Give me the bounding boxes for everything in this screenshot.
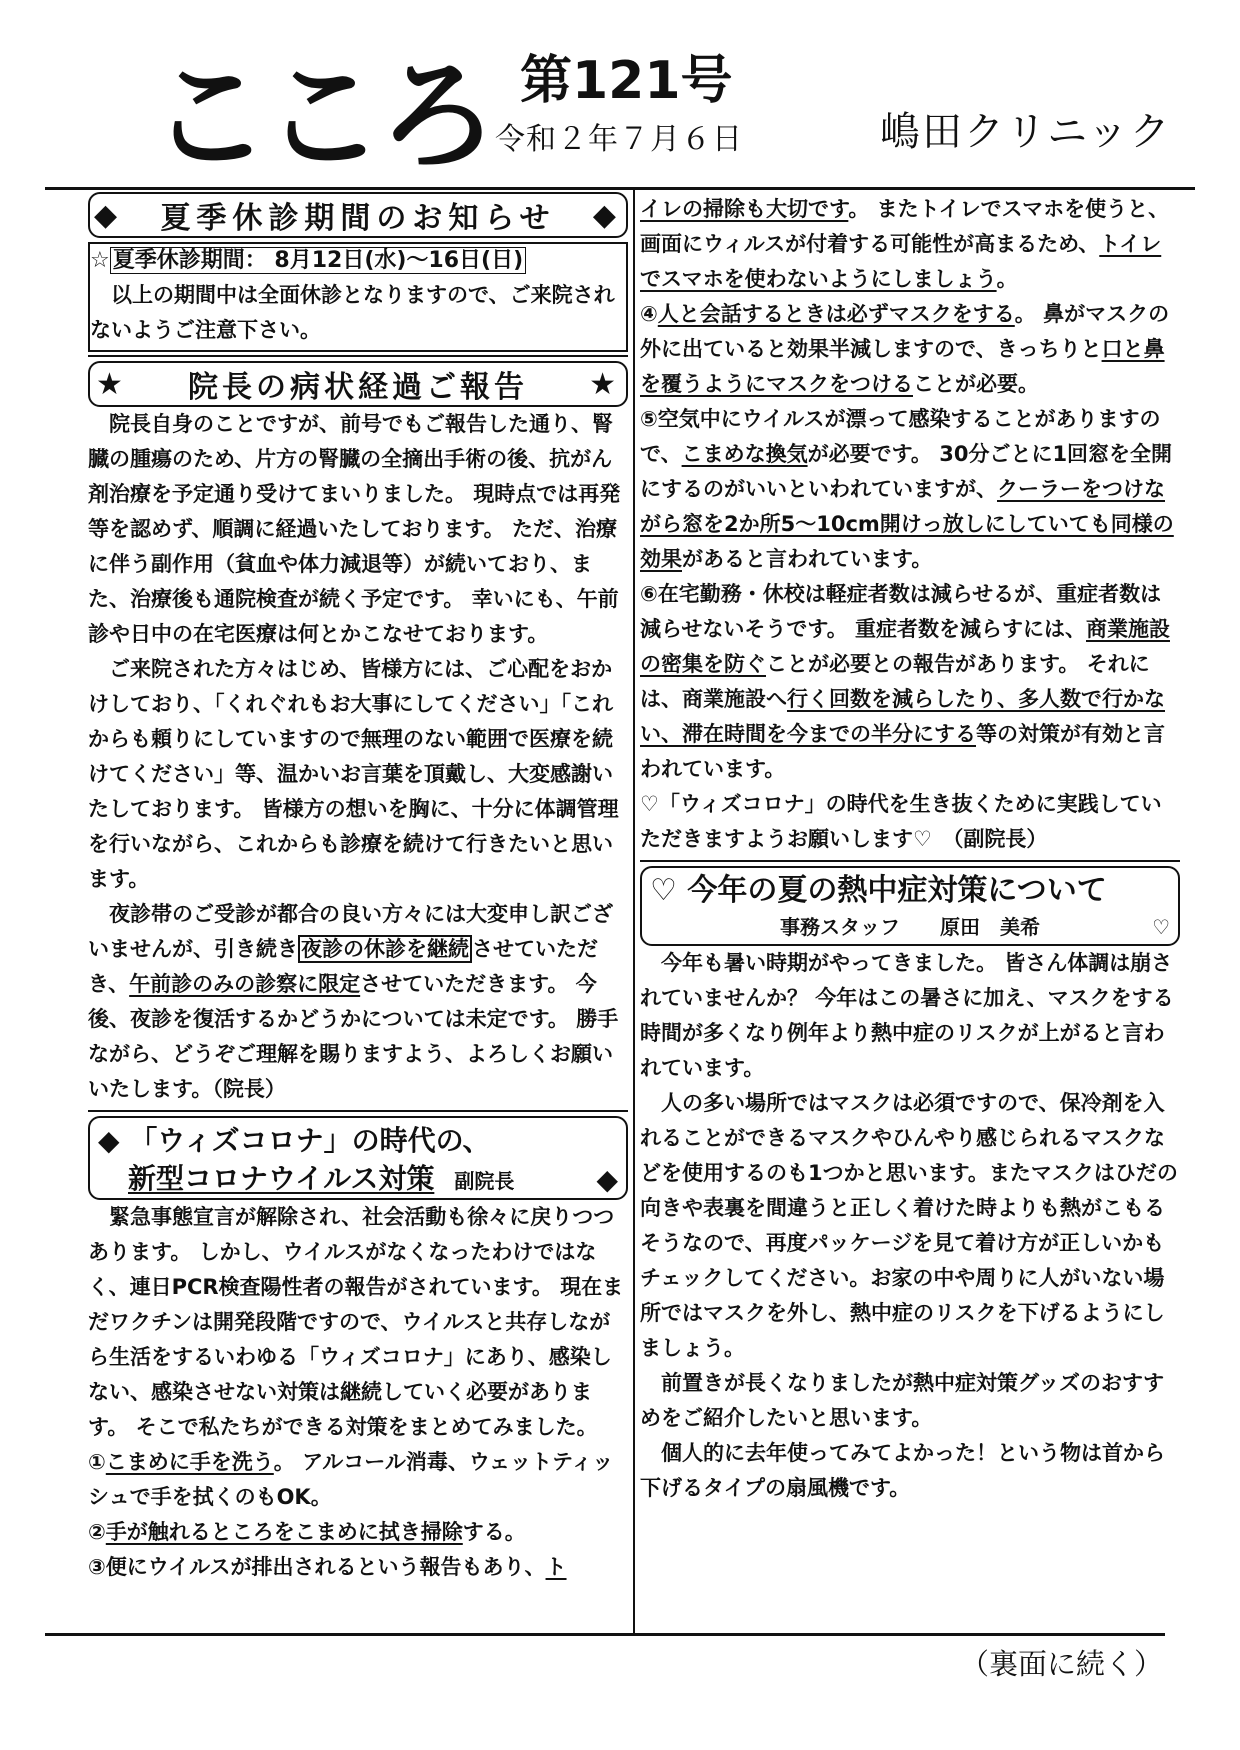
- holiday-period: [90, 244, 626, 278]
- underlined-text: 午前診のみの診察に限定: [129, 972, 361, 996]
- heatstroke-section: [640, 866, 1180, 1506]
- section-title-text: 新型コロナウイルス対策: [128, 1162, 435, 1195]
- section-title: [88, 361, 628, 407]
- section-divider: [88, 1110, 628, 1112]
- section-title-line2: [98, 1160, 618, 1200]
- section-title-line1: ◆ 「ウィズコロナ」の時代の、: [98, 1124, 491, 1157]
- newsletter-logo: こころ: [150, 48, 492, 187]
- section-title-text: 夏季休診期間のお知らせ: [160, 201, 556, 236]
- star-outline-icon: ☆: [90, 248, 110, 273]
- section-author-line: [650, 912, 1170, 942]
- continued-note: （裏面に続く）: [960, 1647, 1164, 1681]
- author-role: 事務スタッフ: [780, 915, 900, 939]
- tip-item-2: ②手が触れるところをこまめに拭き掃除する。: [88, 1520, 526, 1544]
- issue-number: 第121号: [520, 51, 733, 111]
- section-title: [88, 192, 628, 238]
- diamond-icon: ◆: [592, 197, 622, 233]
- clinic-name: 嶋田クリニック: [880, 109, 1172, 155]
- highlight-box: 夜診の休診を継続: [298, 935, 472, 963]
- holiday-period-box: [88, 242, 628, 352]
- footer-rule: [45, 1633, 1165, 1636]
- summer-holiday-notice: [88, 192, 628, 352]
- section-divider: [88, 355, 628, 357]
- star-icon: ★: [96, 366, 127, 402]
- section-title-text: ♡ 今年の夏の熱中症対策について: [650, 873, 1107, 908]
- paragraph: 個人的に去年使ってみてよかった！という物は首から下げるタイプの扇風機です。: [640, 1441, 1165, 1500]
- tip-item-4: ④人と会話するときは必ずマスクをする。 鼻がマスクの外に出ていると効果半減しますので、きっちりと口と鼻を覆うようにマスクをつけることが必要。: [640, 302, 1170, 396]
- paragraph: 前置きが長くなりましたが熱中症対策グッズのおすすめをご紹介したいと思います。: [640, 1371, 1165, 1430]
- diamond-icon: ◆: [596, 1163, 618, 1196]
- left-column: [88, 192, 628, 1585]
- section-title: [640, 866, 1180, 946]
- column-divider: [633, 190, 635, 1633]
- section-divider: [640, 860, 1180, 862]
- star-icon: ★: [589, 366, 620, 402]
- header-rule: [45, 187, 1195, 190]
- issue-date: 令和２年７月６日: [495, 122, 743, 157]
- with-corona-continued: [640, 192, 1180, 857]
- section-title: [88, 1116, 628, 1200]
- tip-item-3-continued: イレの掃除も大切です。 またトイレでスマホを使うと、画面にウィルスが付着する可能性が高まるため、トイレでスマホを使わないようにしましょう。: [640, 197, 1170, 291]
- section-author: 副院長: [454, 1169, 515, 1193]
- director-report: [88, 361, 628, 1107]
- paragraph: 今年も暑い時期がやってきました。 皆さん体調は崩されていませんか？ 今年はこの暑さに加え、マスクをする時間が多くなり例年より熱中症のリスクが上がると言われています。: [640, 951, 1174, 1080]
- tip-item-1: ①こまめに手を洗う。 アルコール消毒、ウェットティッシュで手を拭くのもOK。: [88, 1450, 614, 1509]
- heart-icon: ♡: [1152, 915, 1170, 939]
- with-corona-section: [88, 1116, 628, 1585]
- author-name: 原田 美希: [940, 915, 1040, 939]
- paragraph: ご来院された方々はじめ、皆様方には、ご心配をおかけしており、「くれぐれもお大事にしてください」「これからも頼りにしていますので無理のない範囲で医療を続けてください」等、温かいお言葉を頂戴し、大変感謝いたしております。 皆様方の想いを胸に、十分に体調管理を行いながら、これからも診療を続けて行きたいと思います。: [88, 657, 619, 891]
- diamond-icon: ◆: [94, 197, 124, 233]
- holiday-period-text: 夏季休診期間： 8月12日(水)～16日(日): [110, 247, 526, 274]
- holiday-body: 以上の期間中は全面休診となりますので、ご来院されないようご注意下さい。: [90, 283, 615, 342]
- paragraph: 緊急事態宣言が解除され、社会活動も徐々に戻りつつあります。 しかし、ウイルスがなくなったわけではなく、連日PCR検査陽性者の報告がされています。 現在まだワクチンは開発段階ですので、ウイルスと共存しながら生活をするいわゆる「ウィズコロナ」にあり、感染しない、感染させない対策は継続していく必要があります。 そこで私たちができる対策をまとめてみました。: [88, 1205, 624, 1439]
- section-title-text: 院長の病状経過ご報告: [188, 370, 528, 405]
- tip-item-3: ③便にウイルスが排出されるという報告もあり、ト: [88, 1555, 567, 1579]
- tip-item-6: ⑥在宅勤務・休校は軽症者数は減らせるが、重症者数は減らせないそうです。 重症者数を減らすには、商業施設の密集を防ぐことが必要との報告があります。 それには、商業施設へ行く回数を減らしたり、多人数で行かない、滞在時間を今までの半分にする等の対策が有効と言われています。: [640, 582, 1170, 781]
- paragraph: 夜診帯のご受診が都合の良い方々には大変申し訳ございませんが、引き続き 夜診の休診を継続 させていただき、午前診のみの診察に限定させていただきます。 今後、夜診を復活するかどうかについては未定です。 勝手ながら、どうぞご理解を賜りますよう、よろしくお願いいたします。（院長）: [88, 902, 619, 1101]
- closing-message: ♡「ウィズコロナ」の時代を生き抜くために実践していただきますようお願いします♡ （副院長）: [640, 792, 1162, 851]
- paragraph: 人の多い場所ではマスクは必須ですので、保冷剤を入れることができるマスクやひんやり感じられるマスクなどを使用するのも1つかと思います。またマスクはひだの向きや表裏を間違うと正しく着けた時よりも熱がこもるそうなので、再度パッケージを見て着け方が正しいかもチェックしてください。お家の中や周りに人がいない場所ではマスクを外し、熱中症のリスクを下げるようにしましょう。: [640, 1091, 1178, 1360]
- paragraph: 院長自身のことですが、前号でもご報告した通り、腎臓の腫瘍のため、片方の腎臓の全摘出手術の後、抗がん剤治療を予定通り受けてまいりました。 現時点では再発等を認めず、順調に経過いたしております。 ただ、治療に伴う副作用（貧血や体力減退等）が続いており、また、治療後も通院検査が続く予定です。 幸いにも、午前診や日中の在宅医療は何とかこなせております。: [88, 412, 621, 646]
- tip-item-5: ⑤空気中にウイルスが漂って感染することがありますので、こまめな換気が必要です。 30分ごとに1回窓を全開にするのがいいといわれていますが、クーラーをつけながら窓を2か所5～10cm開けっ放しにしていても同様の効果があると言われています。: [640, 407, 1174, 571]
- right-column: [640, 192, 1180, 1506]
